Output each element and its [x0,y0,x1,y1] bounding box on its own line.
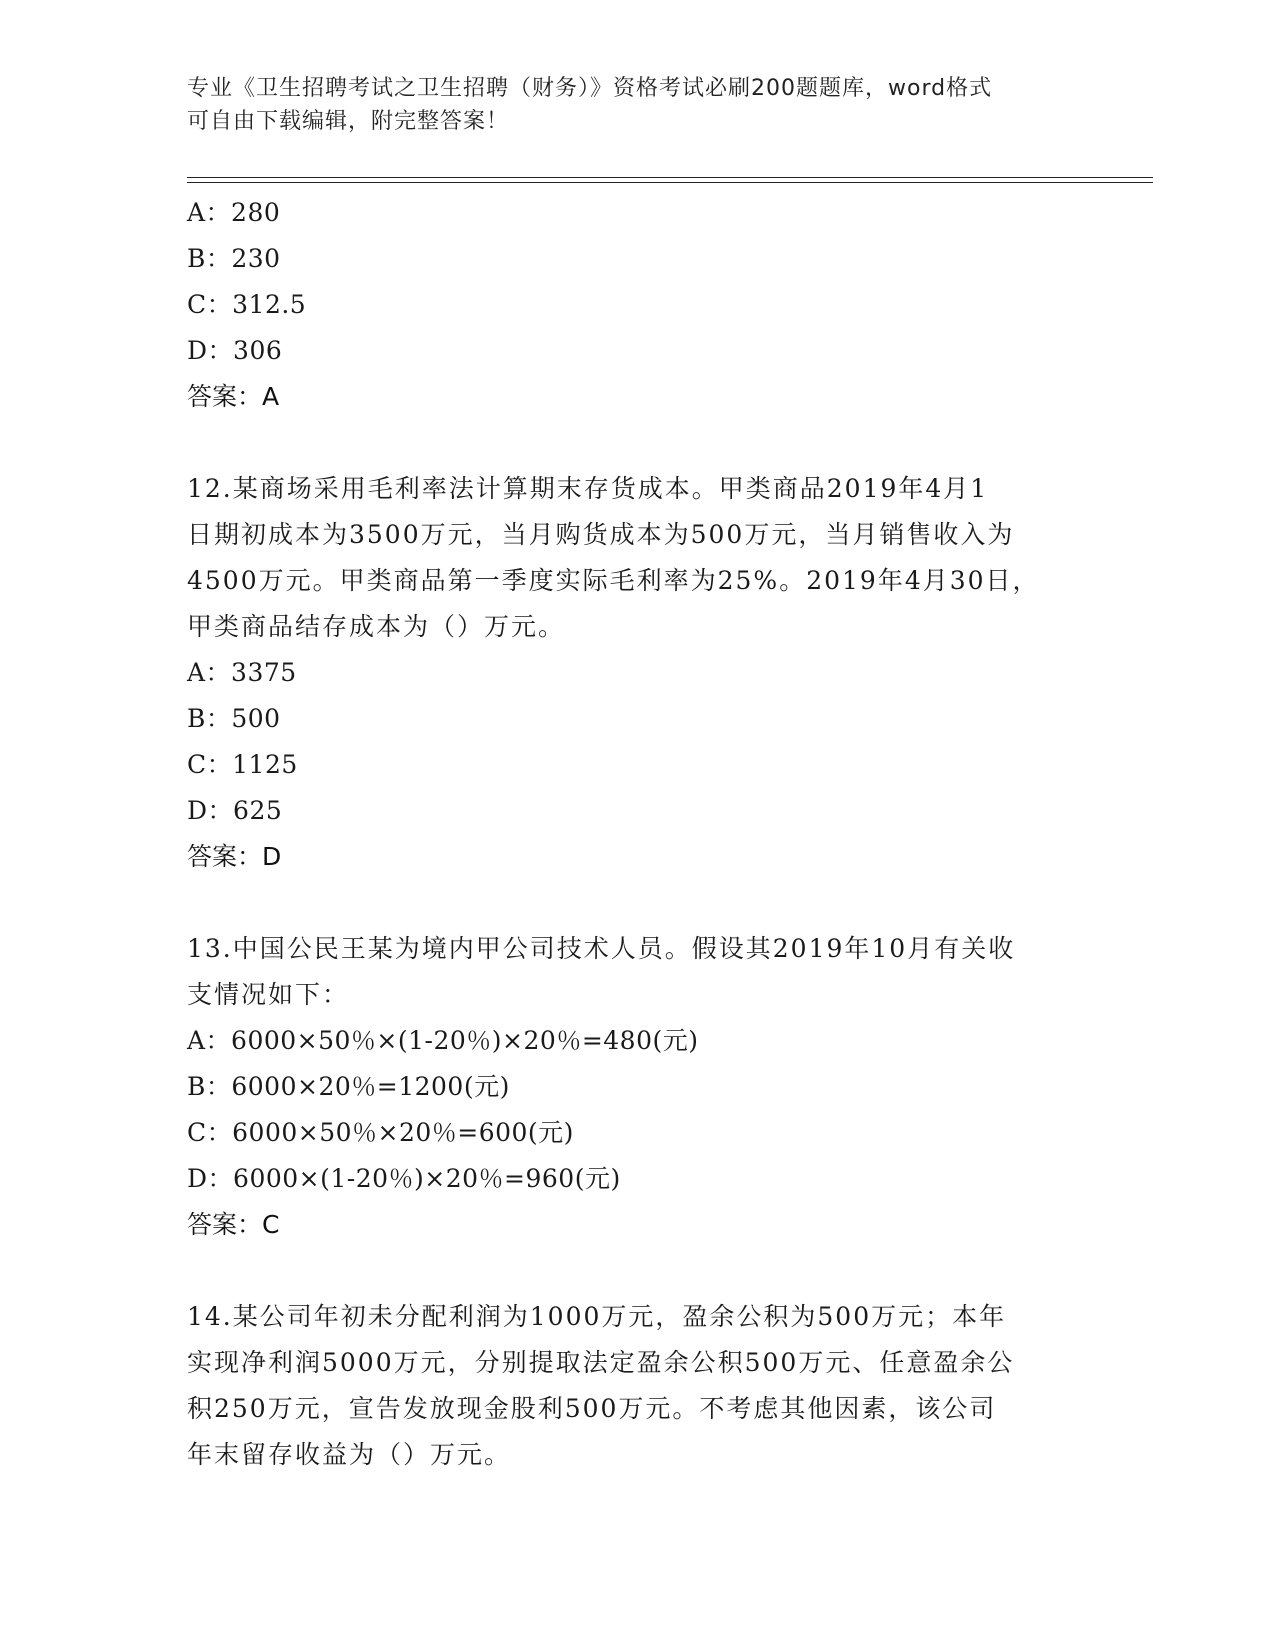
question-block-prev [187,190,1087,420]
option-b: B：230 [187,244,281,273]
header-divider-bottom [187,182,1153,183]
question-block-14 [187,1294,1087,1478]
question-line: 12.某商场采用毛利率法计算期末存货成本。甲类商品2019年4月1 [187,474,989,503]
header-line-2: 可自由下载编辑，附完整答案！ [187,109,510,134]
question-text [187,1294,1067,1478]
question-line: 甲类商品结存成本为（）万元。 [187,612,566,641]
header-divider-top [187,177,1153,178]
question-line: 4500万元。甲类商品第一季度实际毛利率为25%。2019年4月30日， [187,566,1040,595]
question-line: 积250万元，宣告发放现金股利500万元。不考虑其他因素，该公司 [187,1394,997,1423]
option-d: D：306 [187,336,283,365]
question-line: 实现净利润5000万元，分别提取法定盈余公积500万元、任意盈余公 [187,1348,1015,1377]
spacer [187,1248,1087,1294]
question-block-13 [187,926,1087,1248]
option-c: C：1125 [187,750,298,779]
option-a: A：3375 [187,658,297,687]
question-line: 日期初成本为3500万元，当月购货成本为500万元，当月销售收入为 [187,520,1015,549]
question-line: 支情况如下： [187,980,350,1009]
answer-line: 答案：D [187,842,282,871]
question-line: 13.中国公民王某为境内甲公司技术人员。假设其2019年10月有关收 [187,934,1016,963]
answer-line: 答案：A [187,382,280,411]
question-content [187,190,1087,1478]
option-d: D：625 [187,796,283,825]
page-header [187,72,1067,138]
question-text [187,926,1067,1018]
question-line: 年末留存收益为（）万元。 [187,1440,512,1469]
header-line-1: 专业《卫生招聘考试之卫生招聘（财务）》资格考试必刷200题题库，word格式 [187,76,993,101]
spacer [187,880,1087,926]
option-b: B：500 [187,704,281,733]
question-line: 14.某公司年初未分配利润为1000万元，盈余公积为500万元；本年 [187,1302,1007,1331]
answer-line: 答案：C [187,1210,280,1239]
option-b: B：6000×20％=1200(元) [187,1072,510,1101]
option-a: A：280 [187,198,281,227]
option-c: C：312.5 [187,290,307,319]
question-block-12 [187,466,1087,880]
option-d: D：6000×(1-20％)×20％=960(元) [187,1164,621,1193]
option-a: A：6000×50％×(1-20％)×20％=480(元) [187,1026,699,1055]
question-text [187,466,1067,650]
option-c: C：6000×50％×20％=600(元) [187,1118,574,1147]
spacer [187,420,1087,466]
